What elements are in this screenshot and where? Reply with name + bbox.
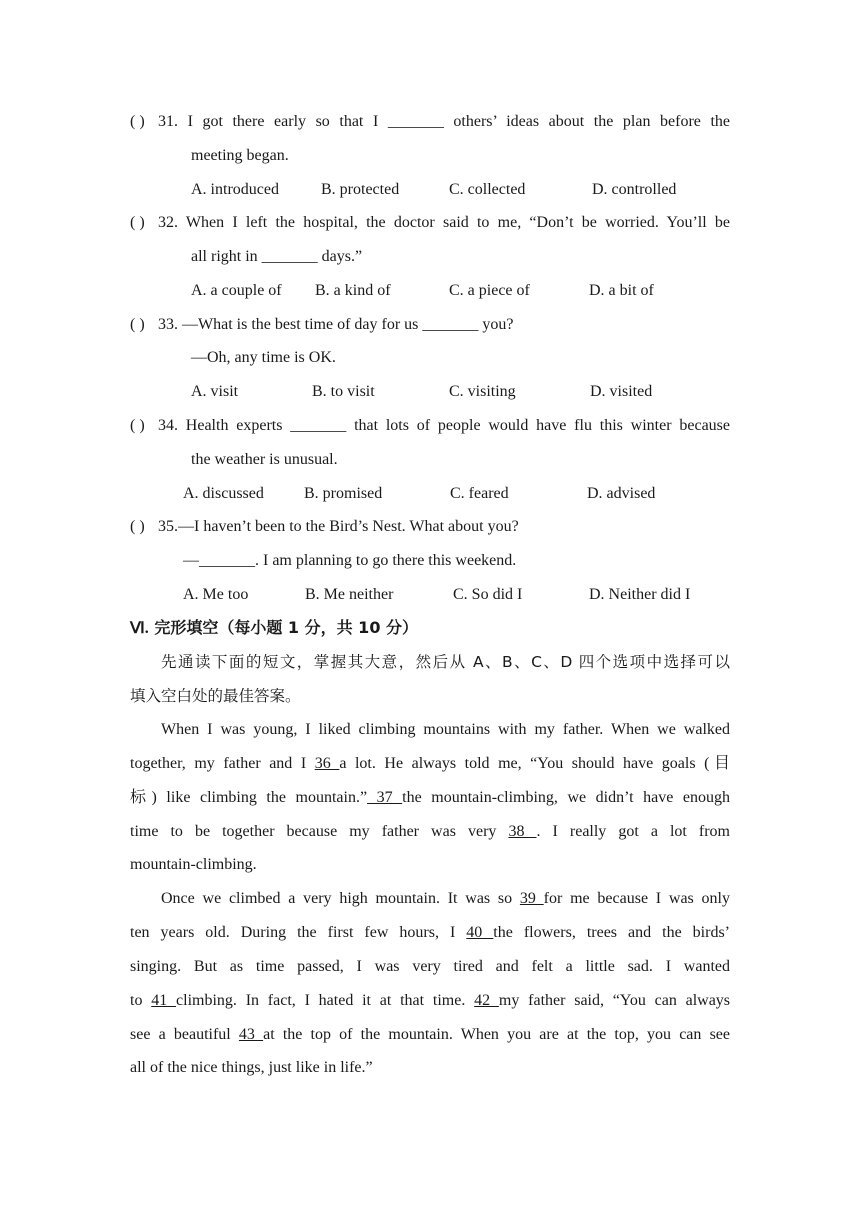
option-c: C. visiting xyxy=(449,383,516,400)
passage-text: the mountain-climbing, we didn’t have enough xyxy=(402,789,730,806)
instruction-line: 填入空白处的最佳答案。 xyxy=(130,687,301,705)
passage-text: time to be together because my father was very xyxy=(130,823,509,840)
option-d: D. a bit of xyxy=(589,282,654,299)
passage-text: a lot. He always told me, “You should have goals (目 xyxy=(339,755,730,772)
option-d: D. advised xyxy=(587,485,656,502)
question-31 xyxy=(130,111,730,133)
question-text-continued: the weather is unusual. xyxy=(191,451,338,468)
option-a: A. introduced xyxy=(191,181,279,198)
passage-text: ten years old. During the first few hours, I xyxy=(130,924,467,941)
question-text-continued: meeting began. xyxy=(191,147,289,164)
passage-text: for me because I was only xyxy=(543,890,730,907)
passage-text: together, my father and I xyxy=(130,755,315,772)
passage-text: my father said, “You can always xyxy=(498,992,731,1009)
passage-text: Once we climbed a very high mountain. It was so xyxy=(161,890,520,907)
option-b: B. protected xyxy=(321,181,400,198)
answer-paren: ( ) xyxy=(130,316,145,333)
passage-line xyxy=(130,787,730,809)
passage-text: . I really got a lot from xyxy=(536,823,730,840)
section-title: 完形填空（每小题 1 分，共 10 分） xyxy=(148,618,419,637)
question-34 xyxy=(130,415,730,437)
answer-paren: ( ) xyxy=(130,417,145,434)
option-c: C. So did I xyxy=(453,586,523,603)
passage-text: to xyxy=(130,992,152,1009)
option-b: B. to visit xyxy=(312,383,375,400)
option-b: B. promised xyxy=(304,485,383,502)
passage-text: at the top of the mountain. When you are at the top, you can see xyxy=(263,1026,731,1043)
question-text: 32. When I left the hospital, the doctor said to me, “Don’t be worried. You’ll be xyxy=(158,214,730,231)
option-a: A. discussed xyxy=(183,485,264,502)
passage-text: see a beautiful xyxy=(130,1026,239,1043)
passage-line: mountain-climbing. xyxy=(130,856,257,873)
question-32 xyxy=(130,212,730,234)
option-a: A. visit xyxy=(191,383,239,400)
passage-line: singing. But as time passed, I was very tired and felt a little sad. I wanted xyxy=(130,958,730,975)
option-c: C. collected xyxy=(449,181,526,198)
question-text: 31. I got there early so that I _______ others’ ideas about the plan before the xyxy=(158,113,730,130)
passage-line xyxy=(161,888,730,910)
option-d: D. Neither did I xyxy=(589,586,691,603)
passage-line xyxy=(130,1024,730,1046)
blank-43: 43 xyxy=(238,1026,264,1043)
answer-paren: ( ) xyxy=(130,518,145,535)
option-c: C. feared xyxy=(450,485,509,502)
passage-line xyxy=(130,922,730,944)
blank-42: 42 xyxy=(474,992,499,1009)
blank-40: 40 xyxy=(466,924,494,941)
passage-text: the flowers, trees and the birds’ xyxy=(493,924,731,941)
option-b: B. Me neither xyxy=(305,586,394,603)
passage-line: all of the nice things, just like in life.” xyxy=(130,1059,373,1076)
section-number: Ⅵ. xyxy=(130,620,149,637)
blank-39: 39 xyxy=(519,890,544,907)
passage-text: climbing. In fact, I hated it at that time. xyxy=(176,992,475,1009)
blank-41: 41 xyxy=(151,992,177,1009)
passage-line: When I was young, I liked climbing mountains with my father. When we walked xyxy=(161,721,730,738)
passage-line xyxy=(130,990,730,1012)
question-33 xyxy=(130,314,730,336)
option-d: D. visited xyxy=(590,383,653,400)
answer-paren: ( ) xyxy=(130,113,145,130)
blank-37: 37 xyxy=(367,789,403,806)
option-b: B. a kind of xyxy=(315,282,391,299)
option-d: D. controlled xyxy=(592,181,677,198)
question-35 xyxy=(130,516,730,538)
passage-text: 标) like climbing the mountain.” xyxy=(130,789,368,806)
question-text-continued: all right in _______ days.” xyxy=(191,248,363,265)
option-c: C. a piece of xyxy=(449,282,530,299)
instruction-line: 先通读下面的短文，掌握其大意，然后从 A、B、C、D 四个选项中选择可以 xyxy=(161,653,730,671)
option-a: A. a couple of xyxy=(191,282,282,299)
passage-line xyxy=(130,821,730,843)
passage-line xyxy=(130,753,730,775)
option-a: A. Me too xyxy=(183,586,249,603)
question-text: 33. —What is the best time of day for us _______ you? xyxy=(158,316,514,333)
answer-paren: ( ) xyxy=(130,214,145,231)
section-heading xyxy=(130,617,418,640)
question-text-continued: —Oh, any time is OK. xyxy=(191,349,336,366)
blank-38: 38 xyxy=(508,823,537,840)
question-text-continued: —_______. I am planning to go there this weekend. xyxy=(183,552,517,569)
question-text: 35.—I haven’t been to the Bird’s Nest. What about you? xyxy=(158,518,519,535)
blank-36: 36 xyxy=(314,755,340,772)
question-text: 34. Health experts _______ that lots of people would have flu this winter because xyxy=(158,417,730,434)
